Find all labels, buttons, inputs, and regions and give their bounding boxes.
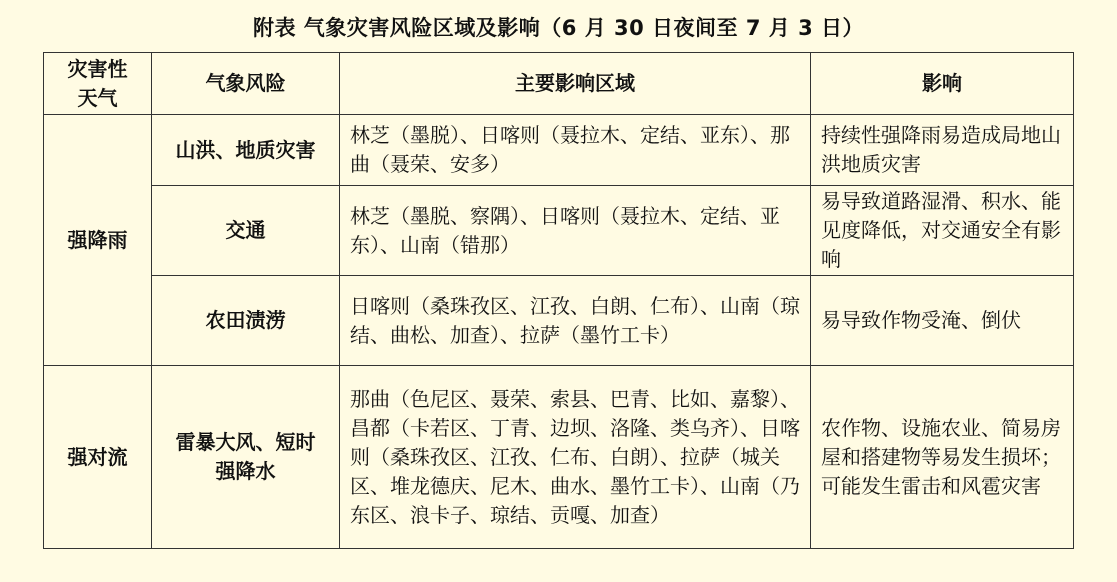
- weather-cell-convection: 强对流: [44, 366, 152, 549]
- impact-cell: 持续性强降雨易造成局地山洪地质灾害: [811, 115, 1074, 186]
- risk-cell: 农田渍涝: [152, 276, 340, 366]
- header-impact: 影响: [811, 53, 1074, 115]
- table-row: [44, 366, 1074, 549]
- risk-cell: 雷暴大风、短时强降水: [152, 366, 340, 549]
- impact-cell: 易导致作物受淹、倒伏: [811, 276, 1074, 366]
- table-row: [44, 115, 1074, 186]
- document-title: 附表 气象灾害风险区域及影响（6 月 30 日夜间至 7 月 3 日）: [252, 16, 865, 40]
- area-cell: 林芝（墨脱、察隅）、日喀则（聂拉木、定结、亚东）、山南（错那）: [340, 186, 811, 276]
- area-cell: 那曲（色尼区、聂荣、索县、巴青、比如、嘉黎）、昌都（卡若区、丁青、边坝、洛隆、类乌齐）、日喀则（桑珠孜区、江孜、仁布、白朗）、拉萨（城关区、堆龙德庆、尼木、曲水、墨竹工卡）、山南（乃东区、浪卡子、琼结、贡嘎、加查）: [340, 366, 811, 549]
- header-risk: 气象风险: [152, 53, 340, 115]
- table-row: [44, 186, 1074, 276]
- area-cell: 日喀则（桑珠孜区、江孜、白朗、仁布）、山南（琼结、曲松、加查）、拉萨（墨竹工卡）: [340, 276, 811, 366]
- impact-cell: 易导致道路湿滑、积水、能见度降低，对交通安全有影响: [811, 186, 1074, 276]
- header-weather: 灾害性天气: [44, 53, 152, 115]
- disaster-risk-table: [43, 52, 1074, 549]
- table-row: [44, 276, 1074, 366]
- risk-cell: 交通: [152, 186, 340, 276]
- header-area: 主要影响区域: [340, 53, 811, 115]
- weather-cell-heavy-rain: 强降雨: [44, 115, 152, 366]
- risk-cell: 山洪、地质灾害: [152, 115, 340, 186]
- area-cell: 林芝（墨脱）、日喀则（聂拉木、定结、亚东）、那曲（聂荣、安多）: [340, 115, 811, 186]
- impact-cell: 农作物、设施农业、简易房屋和搭建物等易发生损坏；可能发生雷击和风雹灾害: [811, 366, 1074, 549]
